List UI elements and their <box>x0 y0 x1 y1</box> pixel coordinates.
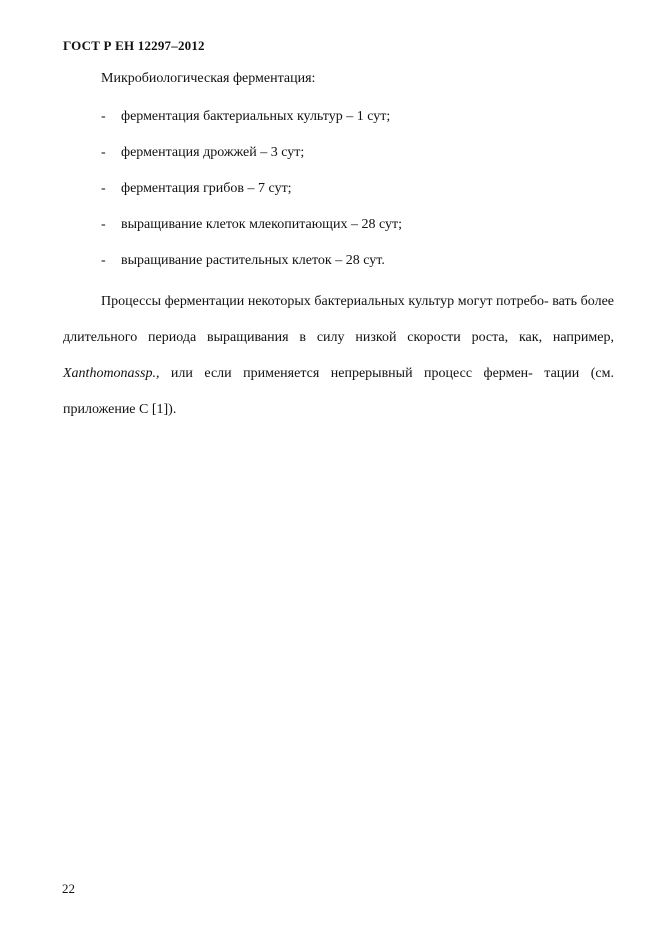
list-dash: - <box>101 217 106 232</box>
list-dash: - <box>101 109 106 124</box>
list-item-text: выращивание клеток млекопитающих – 28 сут; <box>121 217 402 232</box>
list-dash: - <box>101 253 106 268</box>
paragraph-text-start: Процессы ферментации некоторых бактериальных культур могут потребо- вать более длительного периода выращивания в силу низкой скорости роста, как, например, <box>63 294 614 345</box>
list-item-text: ферментация грибов – 7 сут; <box>121 181 292 196</box>
list-item <box>101 251 402 287</box>
list-dash: - <box>101 181 106 196</box>
list-item <box>101 179 402 215</box>
list-item <box>101 215 402 251</box>
species-name: Xanthomonassp. <box>63 366 156 381</box>
fermentation-duration-list <box>101 107 402 287</box>
list-item-text: выращивание растительных клеток – 28 сут. <box>121 253 385 268</box>
list-dash: - <box>101 145 106 160</box>
paragraph-text-end: , или если применяется непрерывный процесс фермен- тации (см. приложение С [1]). <box>63 366 614 417</box>
list-item-text: ферментация бактериальных культур – 1 сут; <box>121 109 391 124</box>
list-item-text: ферментация дрожжей – 3 сут; <box>121 145 305 160</box>
list-item <box>101 107 402 143</box>
list-item <box>101 143 402 179</box>
body-paragraph <box>63 284 614 428</box>
page-number: 22 <box>62 881 75 896</box>
intro-line: Микробиологическая ферментация: <box>101 71 316 86</box>
document-code-header: ГОСТ Р ЕН 12297–2012 <box>63 38 205 53</box>
